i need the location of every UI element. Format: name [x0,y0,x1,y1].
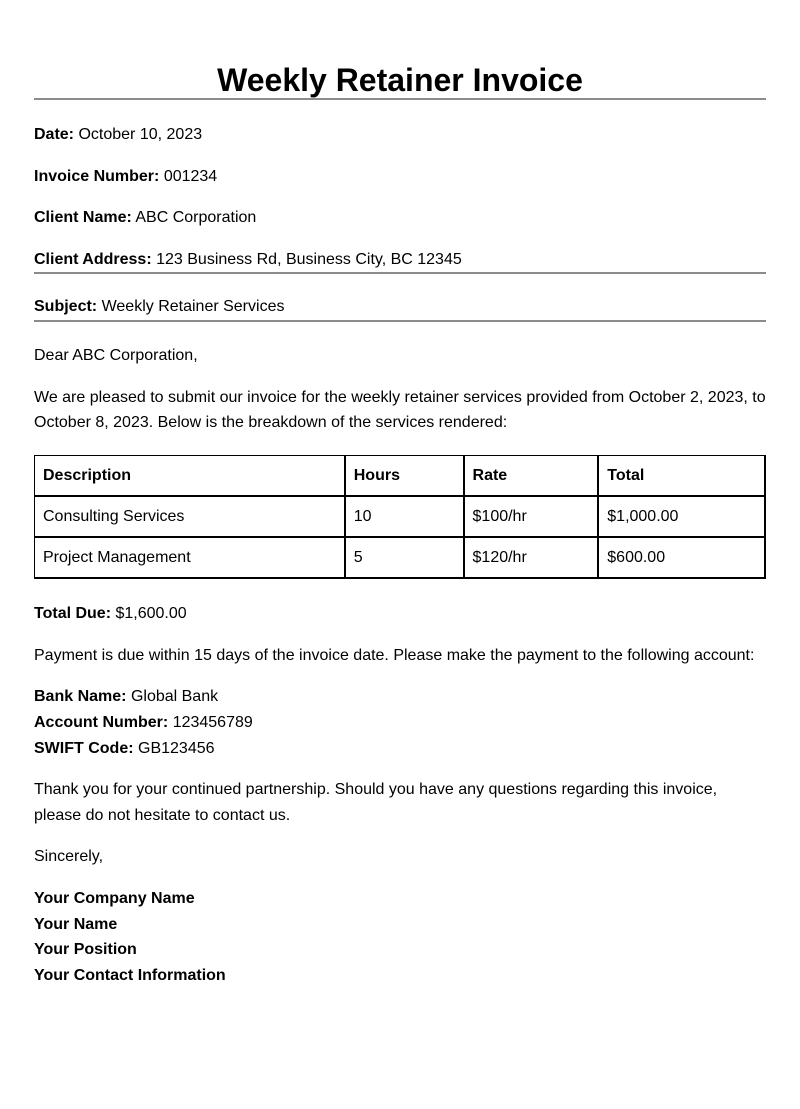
signature-contact: Your Contact Information [34,966,226,984]
cell-hours: 10 [345,496,464,537]
total-due-value: $1,600.00 [115,605,187,623]
client-name-label: Client Name: [34,209,132,227]
client-address-label: Client Address: [34,250,152,268]
date-label: Date: [34,126,75,143]
invoice-title: Weekly Retainer Invoice [217,62,583,98]
divider [34,320,766,322]
cell-description: Consulting Services [35,496,345,537]
client-name-line [34,205,766,231]
subject-value: Weekly Retainer Services [101,298,285,316]
greeting: Dear ABC Corporation, [34,346,198,364]
cell-rate: $120/hr [464,537,599,578]
signature-position: Your Position [34,941,137,959]
column-header-hours: Hours [345,455,464,496]
swift-code-label: SWIFT Code: [34,739,134,757]
signature-company: Your Company Name [34,890,195,907]
subject-line [34,294,766,320]
total-due-label: Total Due: [34,605,112,623]
invoice-number-value: 001234 [163,167,218,185]
account-number-value: 123456789 [172,714,253,732]
bank-details [34,684,766,761]
date-value: October 10, 2023 [78,126,203,143]
payment-note: Payment is due within 15 days of the invoice date. Please make the payment to the following account: [34,646,755,664]
cell-total: $600.00 [598,537,765,578]
column-header-total: Total [598,455,765,496]
cell-total: $1,000.00 [598,496,765,537]
invoice-meta [34,122,766,272]
signature-block [34,886,766,988]
divider [34,272,766,274]
subject-label: Subject: [34,298,98,316]
column-header-rate: Rate [464,455,599,496]
swift-code-line [34,736,766,762]
thank-you-paragraph: Thank you for your continued partnership. Should you have any questions regarding this invoice, please do not hesitate to contact us. [34,781,718,824]
intro-paragraph: We are pleased to submit our invoice for the weekly retainer services provided from October 2, 2023, to October 8, 2023. Below is the breakdown of the services rendered: [34,388,766,432]
table-row [35,496,766,537]
cell-description: Project Management [35,537,345,578]
table-row [35,537,766,578]
client-address-line [34,247,766,273]
bank-name-label: Bank Name: [34,688,127,706]
account-number-line [34,710,766,736]
client-address-value: 123 Business Rd, Business City, BC 12345 [156,250,462,268]
cell-hours: 5 [345,537,464,578]
bank-name-value: Global Bank [130,688,219,706]
column-header-description: Description [35,455,345,496]
total-due-line [34,601,766,627]
signature-name: Your Name [34,915,118,933]
swift-code-value: GB123456 [138,739,215,757]
bank-name-line [34,684,766,710]
date-line [34,122,766,148]
invoice-number-label: Invoice Number: [34,167,160,185]
account-number-label: Account Number: [34,714,169,732]
divider [34,98,766,100]
services-table [34,455,766,580]
closing: Sincerely, [34,848,104,866]
table-header-row [35,455,766,496]
invoice-number-line [34,164,766,190]
client-name-value: ABC Corporation [135,209,257,227]
cell-rate: $100/hr [464,496,599,537]
